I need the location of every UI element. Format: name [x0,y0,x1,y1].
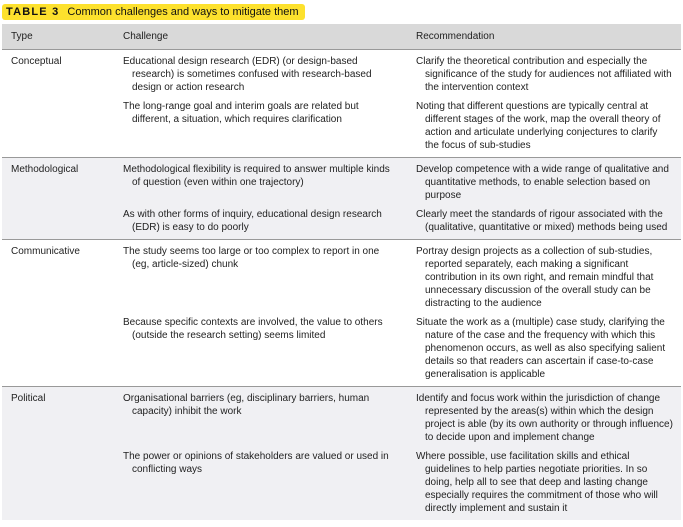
challenges-table [2,24,681,520]
challenge-text: Organisational barriers (eg, disciplinary barriers, human capacity) inhibit the work [123,393,370,417]
header-challenge: Challenge [114,24,407,50]
caption-highlight [2,4,305,20]
recommendation-text: Clarify the theoretical contribution and especially the significance of the study for audiences not affiliated with the intervention context [416,56,672,93]
challenge-text: Because specific contexts are involved, the value to others (outside the research setting) seems limited [123,317,383,341]
challenge-cell [114,158,407,203]
challenge-cell [114,387,407,445]
recommendation-text: Identify and focus work within the jurisdiction of change represented by the areas(s) within which the design project is able (by its own authority or through influence) to decide upon and implement change [416,393,673,443]
recommendation-cell [407,387,681,445]
challenge-cell [114,444,407,520]
type-cell: Conceptual [11,56,62,67]
table-number: TABLE 3 [6,6,60,18]
recommendation-text: Noting that different questions are typically central at different stages of the work, map the overall theory of action and articulate underlying conjectures to clarify the focus of sub-studies [416,101,661,151]
challenge-text: The study seems too large or too complex to report in one (eg, article-sized) chunk [123,246,380,270]
type-cell: Political [2,387,114,521]
recommendation-cell [407,94,681,158]
challenge-cell [114,50,407,95]
recommendation-cell [407,50,681,95]
table-row [2,158,681,203]
recommendation-cell [407,158,681,203]
table-row [2,50,681,95]
table-row [2,240,681,311]
table-header [2,24,681,50]
recommendation-text: Develop competence with a wide range of qualitative and quantitative methods, to enable selection based on purpose [416,164,669,201]
challenge-text: As with other forms of inquiry, educational design research (EDR) is easy to do poorly [123,209,382,233]
type-cell: Methodological [2,158,114,240]
challenge-text: Educational design research (EDR) (or design-based research) is sometimes confused with research-based design or action research [123,56,372,93]
challenge-cell [114,202,407,240]
recommendation-cell [407,202,681,240]
challenge-cell [114,240,407,311]
challenge-cell [114,94,407,158]
challenge-cell [114,310,407,387]
table-row [2,387,681,445]
recommendation-cell [407,444,681,520]
challenge-text: Methodological flexibility is required to answer multiple kinds of question (even within one trajectory) [123,164,390,188]
type-cell: Communicative [2,240,114,387]
header-type: Type [2,24,114,50]
table-title: Common challenges and ways to mitigate them [67,6,299,18]
recommendation-text: Situate the work as a (multiple) case study, clarifying the nature of the case and the frequency with which this phenomenon occurs, as well as also specifying salient details so that readers can ascertain if case-to-case generalisation is applicable [416,317,666,380]
challenge-text: The power or opinions of stakeholders are valued or used in conflicting ways [123,451,389,475]
challenge-text: The long-range goal and interim goals are related but different, a situation, which requires clarification [123,101,359,125]
recommendation-text: Portray design projects as a collection of sub-studies, reported separately, each making a significant contribution in its own right, and remain mindful that unnecessary discussion of the overall study can be distracting to the audience [416,246,654,309]
recommendation-cell [407,310,681,387]
table-caption [2,2,305,18]
recommendation-text: Where possible, use facilitation skills and ethical guidelines to help parties negotiate priorities. In so doing, help all to see that deep and lasting change especially requires the commitment of those who will directly implement and sustain it [416,451,658,514]
recommendation-cell [407,240,681,311]
recommendation-text: Clearly meet the standards of rigour associated with the (qualitative, quantitative or mixed) methods being used [416,209,668,233]
header-recommendation: Recommendation [407,24,681,50]
